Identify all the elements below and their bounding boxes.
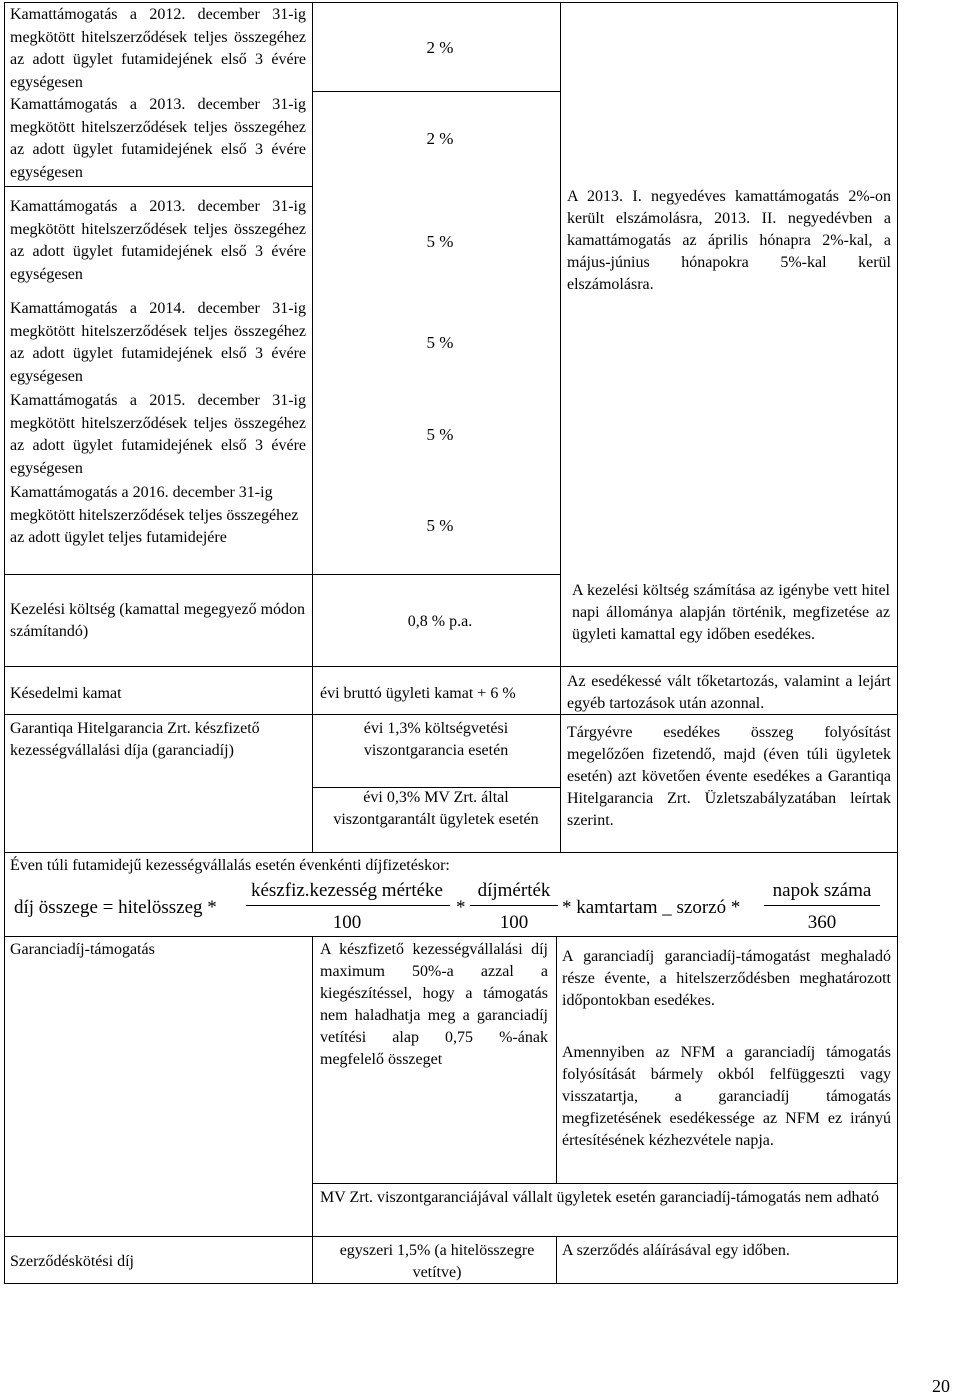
row-value-2015: 5 % <box>426 425 454 444</box>
late-label: Késedelmi kamat <box>10 685 122 702</box>
row-divider <box>4 1236 898 1237</box>
handling-note: A kezelési költség számítása az igénybe vett hitel napi állománya alapján történik, megfizetése az ügyleti kamattal egy időben esedékes. <box>572 582 890 643</box>
formula-f1-bar <box>246 905 450 906</box>
handling-label: Kezelési költség (kamattal megegyező módon számítandó) <box>10 601 306 640</box>
support-label: Garanciadíj-támogatás <box>10 941 155 958</box>
column-divider-1 <box>312 2 313 852</box>
row-label-2013b: Kamattámogatás a 2013. december 31-ig megkötött hitelszerződések teljes összegéhez az adott ügylet futamidejének első 3 évére egységesen <box>10 198 306 283</box>
contract-value: egyszeri 1,5% (a hitelösszegre vetítve) <box>339 1242 535 1281</box>
guarantee-value-2: évi 0,3% MV Zrt. által viszontgarantált ügyletek esetén <box>333 789 539 828</box>
row-divider <box>4 666 898 667</box>
support-note-1: A garanciadíj garanciadíj-támogatást meghaladó része évente, a hitelszerződésben meghatározott időpontokban esedékes. <box>562 948 891 1009</box>
formula-intro: Éven túli futamidejű kezességvállalás esetén évenkénti díjfizetéskor: <box>10 857 450 874</box>
formula-mid: * kamtartam _ szorzó * <box>562 897 741 918</box>
formula-lhs: díj összege = hitelösszeg * <box>14 897 217 918</box>
formula-f1-num: készfiz.kezesség mértéke <box>250 880 443 901</box>
interest-note: A 2013. I. negyedéves kamattámogatás 2%-on került elszámolásra, 2013. II. negyedévben a kamattámogatás az április hónapra 2%-kal, a május-június hónapokra 5%-kal kerül elszámolásra. <box>567 188 891 293</box>
row-divider <box>312 1183 898 1184</box>
formula-f3-den: 360 <box>807 912 837 933</box>
table-border-top <box>4 2 898 3</box>
formula-f2-num: díjmérték <box>477 880 551 901</box>
guarantee-note: Tárgyévre esedékes összeg folyósítást megelőzően fizetendő, majd (éven túli ügyletek esetén) azt követően évente esedékes a Garantiqa Hitelgarancia Zrt. Üzletszabályzatában leírtak szerint. <box>567 724 891 829</box>
row-label-2015: Kamattámogatás a 2015. december 31-ig megkötött hitelszerződések teljes összegéhez az adott ügylet futamidejének első 3 évére egységesen <box>10 392 306 477</box>
row-value-2014: 5 % <box>426 333 454 352</box>
row-label-2012: Kamattámogatás a 2012. december 31-ig megkötött hitelszerződések teljes összegéhez az adott ügylet futamidejének első 3 évére egységesen <box>10 6 306 91</box>
page-number: 20 <box>932 1376 950 1396</box>
handling-value: 0,8 % p.a. <box>407 613 473 630</box>
table-border-left <box>4 2 5 1284</box>
formula-f1-den: 100 <box>332 912 362 933</box>
row-value-2016: 5 % <box>426 516 454 535</box>
support-footer: MV Zrt. viszontgaranciájával vállalt ügyletek esetén garanciadíj-támogatás nem adható <box>320 1189 880 1206</box>
row-label-2016: Kamattámogatás a 2016. december 31-ig megkötött hitelszerződések teljes összegéhez az adott ügylet teljes futamidejére <box>10 484 299 546</box>
formula-f3-num: napok száma <box>772 880 872 901</box>
formula-f3-bar <box>764 905 880 906</box>
formula-f2-den: 100 <box>499 912 529 933</box>
row-value-2013a: 2 % <box>426 129 454 148</box>
row-divider <box>312 91 560 92</box>
row-divider <box>4 186 313 187</box>
row-divider <box>4 852 898 853</box>
formula-star: * <box>456 897 466 918</box>
row-value-2013b: 5 % <box>426 232 454 251</box>
row-label-2013a: Kamattámogatás a 2013. december 31-ig megkötött hitelszerződések teljes összegéhez az adott ügylet futamidejének első 3 évére egységesen <box>10 96 306 181</box>
support-note-2: Amennyiben az NFM a garanciadíj támogatás folyósítását bármely okból felfüggeszti vagy visszatartja, a garanciadíj támogatás megfizetésének esedékessége az NFM ez irányú értesítésének kézhezvétele napja. <box>562 1044 891 1149</box>
row-label-2014: Kamattámogatás a 2014. december 31-ig megkötött hitelszerződések teljes összegéhez az adott ügylet futamidejének első 3 évére egységesen <box>10 300 306 385</box>
guarantee-value-1: évi 1,3% költségvetési viszontgarancia esetén <box>363 720 509 759</box>
late-note: Az esedékessé vált tőketartozás, valamint a lejárt egyéb tartozások után azonnal. <box>567 673 891 712</box>
row-divider <box>4 574 560 575</box>
row-divider <box>4 936 898 937</box>
column-divider-2c <box>556 1236 557 1283</box>
table-border-right <box>897 2 898 1284</box>
formula-f2-bar <box>470 905 558 906</box>
column-divider-2 <box>560 2 561 852</box>
late-value: évi bruttó ügyleti kamat + 6 % <box>320 685 516 702</box>
support-value: A készfizető kezességvállalási díj maximum 50%-a azzal a kiegészítéssel, hogy a támogatás nem haladhatja meg a garanciadíj vetítési alap 0,75 %-ának megfelelő összeget <box>320 941 548 1068</box>
column-divider-2b <box>556 936 557 1183</box>
guarantee-label: Garantiqa Hitelgarancia Zrt. készfizető kezességvállalási díja (garanciadíj) <box>10 720 260 759</box>
row-value-2012: 2 % <box>426 38 454 57</box>
contract-label: Szerződéskötési díj <box>10 1253 134 1270</box>
contract-note: A szerződés aláírásával egy időben. <box>562 1242 790 1259</box>
column-divider-1b <box>312 936 313 1283</box>
